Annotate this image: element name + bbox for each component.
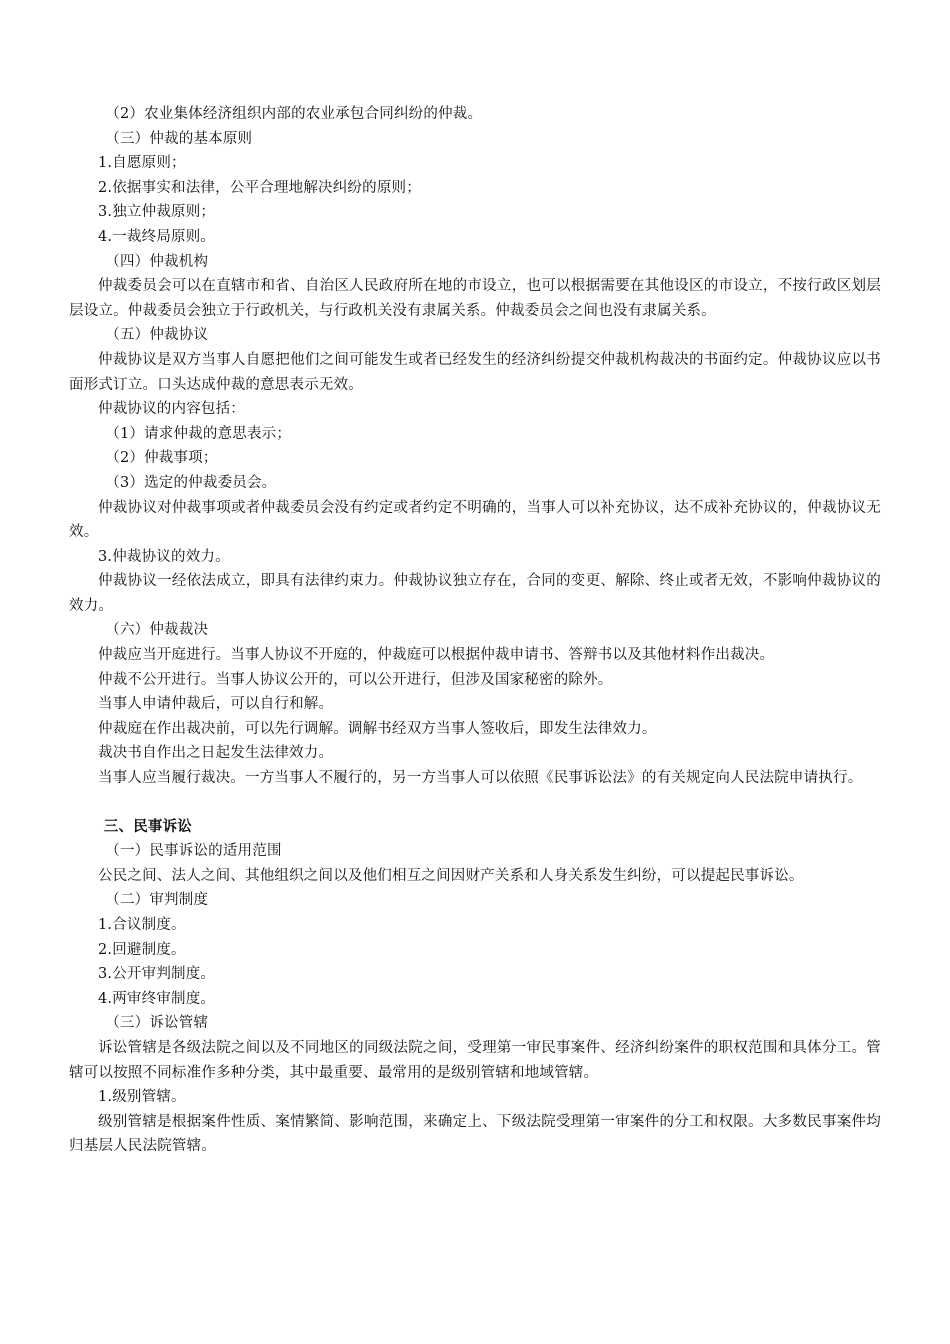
body-paragraph: 诉讼管辖是各级法院之间以及不同地区的同级法院之间，受理第一审民事案件、经济纠纷案件的职权范围和具体分工。管辖可以按照不同标准作多种分类，其中最重要、最常用的是级别管辖和地域管辖。 [69,1039,881,1081]
body-paragraph: 公民之间、法人之间、其他组织之间以及他们相互之间因财产关系和人身关系发生纠纷，可以提起民事诉讼。 [98,867,804,884]
body-paragraph: 4.两审终审制度。 [98,990,216,1007]
section-spacer [69,791,881,815]
body-paragraph: 仲裁委员会可以在直辖市和省、自治区人民政府所在地的市设立，也可以根据需要在其他设区的市设立，不按行政区划层层设立。仲裁委员会独立于行政机关，与行政机关没有隶属关系。仲裁委员会之间也没有隶属关系。 [69,278,881,319]
body-paragraph: 仲裁协议对仲裁事项或者仲裁委员会没有约定或者约定不明确的，当事人可以补充协议，达不成补充协议的，仲裁协议无效。 [69,499,881,541]
body-paragraph: 1.级别管辖。 [98,1089,186,1106]
body-paragraph: 仲裁不公开进行。当事人协议公开的，可以公开进行，但涉及国家秘密的除外。 [98,671,613,688]
body-paragraph: 1.合议制度。 [98,917,186,933]
body-paragraph: 仲裁协议的内容包括： [98,401,245,418]
subheading-paragraph: （2）农业集体经济组织内部的农业承包合同纠纷的仲裁。 [105,106,483,122]
subheading-paragraph: （三）仲裁的基本原则 [105,130,253,147]
subheading-paragraph: （2）仲裁事项； [105,450,218,467]
body-paragraph: 3.仲裁协议的效力。 [98,548,230,565]
body-paragraph: 3.公开审判制度。 [98,966,216,983]
body-paragraph: 当事人应当履行裁决。一方当事人不履行的，另一方当事人可以依照《民事诉讼法》的有关规定向人民法院申请执行。 [98,770,863,787]
body-paragraph: 裁决书自作出之日起发生法律效力。 [98,745,334,762]
body-paragraph: 仲裁协议一经依法成立，即具有法律约束力。仲裁协议独立存在，合同的变更、解除、终止或者无效，不影响仲裁协议的效力。 [69,573,881,614]
document-body [69,102,881,1159]
section-heading: 三、民事诉讼 [103,817,192,835]
body-paragraph: 当事人申请仲裁后，可以自行和解。 [98,696,334,713]
subheading-paragraph: （三）诉讼管辖 [105,1015,209,1032]
body-paragraph: 级别管辖是根据案件性质、案情繁简、影响范围，来确定上、下级法院受理第一审案件的分工和权限。大多数民事案件均归基层人民法院管辖。 [69,1113,881,1155]
subheading-paragraph: （二）审判制度 [105,892,209,909]
body-paragraph: 3.独立仲裁原则； [98,204,216,221]
subheading-paragraph: （五）仲裁协议 [105,327,209,344]
subheading-paragraph: （一）民事诉讼的适用范围 [105,843,282,860]
body-paragraph: 4.一裁终局原则。 [98,228,216,245]
body-paragraph: 仲裁应当开庭进行。当事人协议不开庭的，仲裁庭可以根据仲裁申请书、答辩书以及其他材料作出裁决。 [98,647,775,664]
subheading-paragraph: （四）仲裁机构 [105,253,209,270]
subheading-paragraph: （六）仲裁裁决 [105,622,209,639]
body-paragraph: 仲裁协议是双方当事人自愿把他们之间可能发生或者已经发生的经济纠纷提交仲裁机构裁决的书面约定。仲裁协议应以书面形式订立。口头达成仲裁的意思表示无效。 [69,351,881,393]
body-paragraph: 1.自愿原则； [98,155,186,172]
subheading-paragraph: （1）请求仲裁的意思表示； [105,425,292,442]
body-paragraph: 2.依据事实和法律，公平合理地解决纠纷的原则； [98,179,421,196]
body-paragraph: 仲裁庭在作出裁决前，可以先行调解。调解书经双方当事人签收后，即发生法律效力。 [98,720,657,737]
subheading-paragraph: （3）选定的仲裁委员会。 [105,474,277,491]
body-paragraph: 2.回避制度。 [98,941,186,958]
